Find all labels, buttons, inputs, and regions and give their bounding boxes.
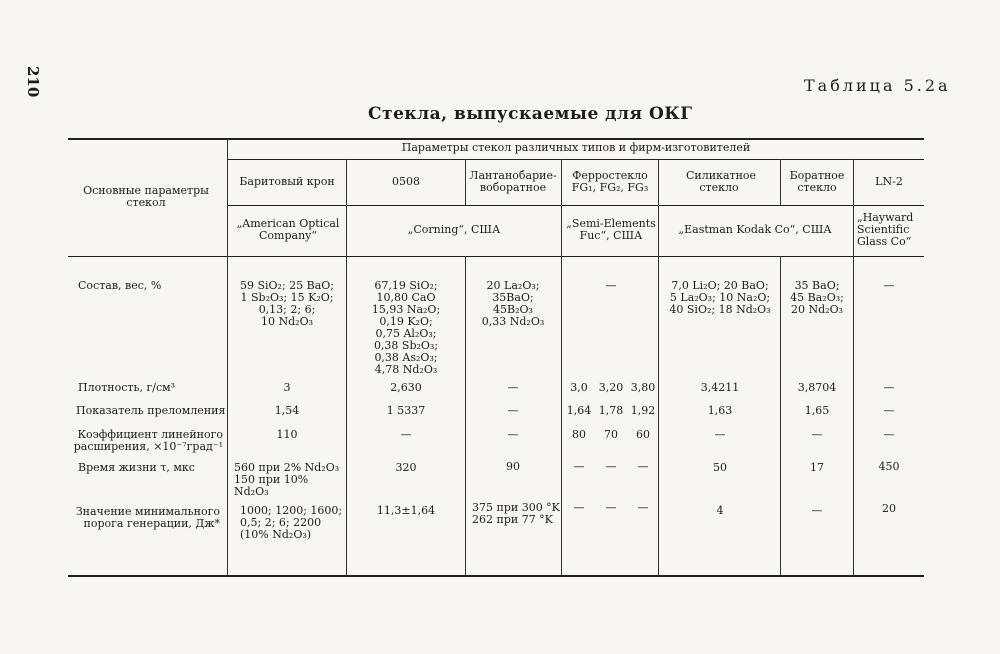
- type-header-rule: [228, 205, 924, 206]
- group-header-rule: [228, 159, 924, 160]
- cell-refraction-ln2: —: [883, 404, 895, 417]
- header-bottom-rule: [68, 256, 924, 257]
- cell-refraction-barite: 1,54: [274, 404, 300, 417]
- params-header: Основные параметры стекол: [83, 184, 209, 209]
- cell-threshold-fg1: —: [573, 501, 585, 514]
- cell-composition-lanthanum: 20 La₂O₃; 35BaO; 45B₂O₃ 0,33 Nd₂O₃: [481, 279, 545, 328]
- col-divider: [465, 159, 466, 206]
- cell-threshold-barite: 1000; 1200; 1600; 0,5; 2; 6; 2200 (10% Nd₂O₃): [240, 504, 343, 541]
- cell-threshold-fg2: —: [605, 501, 617, 514]
- cell-expansion-0508: —: [400, 428, 412, 441]
- cell-density-ln2: —: [883, 381, 895, 394]
- cell-composition-0508: 67,19 SiO₂; 10,80 CaO 15,93 Na₂O; 0,19 K₂O; 0,75 Al₂O₃; 0,38 Sb₂O₃; 0,38 As₂O₃; 4,78 Nd₂O₃: [371, 279, 441, 376]
- cell-expansion-lanthanum: —: [507, 428, 519, 441]
- cell-expansion-silicate: —: [714, 428, 726, 441]
- cell-composition-silicate: 7,0 Li₂O; 20 BaO; 5 La₂O₃; 10 Na₂O; 40 SiO₂; 18 Nd₂O₃: [669, 279, 771, 316]
- cell-threshold-silicate: 4: [716, 504, 724, 517]
- cell-refraction-fg2: 1,78: [598, 404, 624, 417]
- table-title: Стекла, выпускаемые для ОКГ: [368, 104, 693, 124]
- table-label: Таблица 5.2а: [804, 76, 951, 95]
- group-header: Параметры стекол различных типов и фирм-изготовителей: [401, 141, 751, 154]
- cell-composition-ferro: —: [605, 279, 617, 292]
- type-silicate: Силикатное стекло: [686, 169, 757, 194]
- cell-lifetime-silicate: 50: [713, 461, 727, 474]
- cell-refraction-silicate: 1,63: [707, 404, 733, 417]
- cell-expansion-fg3: 60: [636, 428, 650, 441]
- cell-composition-borate: 35 BaO; 45 Ba₂O₃; 20 Nd₂O₃: [790, 279, 844, 316]
- row-label-density: Плотность, г/см³: [78, 381, 176, 394]
- cell-threshold-lanthanum: 375 при 300 °K 262 при 77 °K: [472, 501, 560, 526]
- maker-semi-elements: „Semi-Elements Fuc“, США: [566, 217, 656, 242]
- maker-hayward: „Hayward Scientific Glass Co“: [857, 211, 914, 248]
- cell-lifetime-fg1: —: [573, 460, 585, 473]
- cell-threshold-0508: 11,3±1,64: [376, 504, 436, 517]
- table-top-rule: [68, 138, 924, 140]
- cell-expansion-fg2: 70: [604, 428, 618, 441]
- cell-density-fg2: 3,20: [598, 381, 624, 394]
- cell-density-0508: 2,630: [390, 381, 422, 394]
- cell-lifetime-fg2: —: [605, 460, 617, 473]
- cell-refraction-fg3: 1,92: [630, 404, 656, 417]
- cell-density-barite: 3: [283, 381, 291, 394]
- col-divider: [780, 256, 781, 575]
- col-divider: [227, 139, 228, 575]
- cell-density-lanthanum: —: [507, 381, 519, 394]
- row-label-composition: Состав, вес, %: [78, 279, 162, 292]
- cell-lifetime-barite: 560 при 2% Nd₂O₃ 150 при 10% Nd₂O₃: [234, 461, 340, 498]
- cell-density-fg3: 3,80: [630, 381, 656, 394]
- cell-lifetime-ln2: 450: [878, 460, 900, 473]
- maker-eastman-kodak: „Eastman Kodak Co“, США: [678, 223, 832, 236]
- type-0508: 0508: [392, 175, 420, 188]
- cell-refraction-lanthanum: —: [507, 404, 519, 417]
- col-divider: [465, 256, 466, 575]
- cell-density-fg1: 3,0: [570, 381, 588, 394]
- type-borate: Боратное стекло: [789, 169, 845, 194]
- cell-lifetime-fg3: —: [637, 460, 649, 473]
- cell-expansion-fg1: 80: [572, 428, 586, 441]
- row-label-threshold: Значение минимального порога генерации, Дж*: [75, 505, 220, 530]
- col-divider: [346, 159, 347, 575]
- col-divider: [780, 159, 781, 206]
- row-label-lifetime: Время жизни τ, мкс: [78, 461, 195, 474]
- type-lanthanum: Лантанобарие-воборатное: [469, 169, 557, 194]
- cell-refraction-0508: 1 5337: [386, 404, 426, 417]
- cell-lifetime-lanthanum: 90: [506, 460, 520, 473]
- cell-expansion-ln2: —: [883, 428, 895, 441]
- cell-density-silicate: 3,4211: [700, 381, 740, 394]
- cell-refraction-borate: 1,65: [804, 404, 830, 417]
- type-ln2: LN-2: [875, 175, 903, 188]
- maker-american-optical: „American Optical Company“: [236, 217, 340, 242]
- row-label-expansion: Коэффициент линейного расширения, ×10⁻⁷град⁻¹: [73, 428, 223, 453]
- cell-lifetime-0508: 320: [395, 461, 417, 474]
- col-divider: [853, 159, 854, 575]
- cell-expansion-borate: —: [811, 428, 823, 441]
- table-bottom-rule: [68, 575, 924, 577]
- cell-density-borate: 3,8704: [797, 381, 837, 394]
- cell-composition-barite: 59 SiO₂; 25 BaO; 1 Sb₂O₃; 15 K₂O; 0,13; 2; 6; 10 Nd₂O₃: [239, 279, 335, 328]
- cell-threshold-ln2: 20: [882, 502, 896, 515]
- type-ferro: Ферростекло FG₁, FG₂, FG₃: [571, 169, 649, 194]
- cell-refraction-fg1: 1,64: [566, 404, 592, 417]
- cell-expansion-barite: 110: [276, 428, 298, 441]
- row-label-refraction: Показатель преломления: [76, 404, 226, 417]
- cell-lifetime-borate: 17: [810, 461, 824, 474]
- page-number: 210: [24, 66, 42, 98]
- type-barite: Баритовый крон: [239, 175, 335, 188]
- cell-threshold-borate: —: [811, 504, 823, 517]
- cell-composition-ln2: —: [883, 279, 895, 292]
- cell-threshold-fg3: —: [637, 501, 649, 514]
- maker-corning: „Corning“, США: [407, 223, 501, 236]
